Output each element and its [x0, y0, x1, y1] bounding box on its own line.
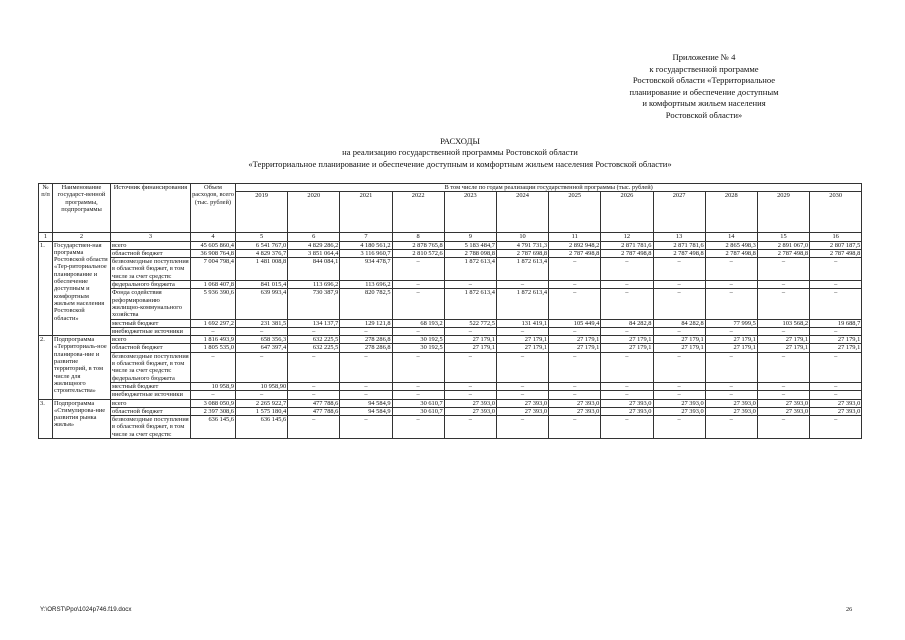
appendix-line: планирование и обеспечение доступным [629, 86, 779, 97]
year-value: 2 787 498,8 [653, 249, 705, 257]
year-value: – [392, 382, 444, 390]
year-value: – [549, 391, 601, 399]
year-value: – [757, 281, 809, 289]
year-value: 844 084,1 [288, 258, 340, 281]
year-value: 4 829 376,7 [236, 249, 288, 257]
year-value: 27 393,0 [549, 407, 601, 415]
table-row [39, 382, 862, 390]
year-value: – [601, 382, 653, 390]
column-index-cell: 15 [757, 233, 809, 241]
year-value: 730 387,9 [288, 289, 340, 319]
year-value: 4 180 561,2 [340, 241, 392, 249]
header-num: № п/п [39, 184, 53, 233]
year-value: 27 393,0 [601, 407, 653, 415]
year-value: – [444, 382, 496, 390]
year-value: – [757, 258, 809, 281]
header-year: 2019 [236, 192, 288, 233]
year-value: 4 791 731,3 [496, 241, 548, 249]
total-value: 3 088 050,9 [191, 399, 236, 407]
year-value: 2 810 572,6 [392, 249, 444, 257]
title-heading: РАСХОДЫ [440, 136, 480, 146]
year-value: – [757, 391, 809, 399]
year-value: 27 179,1 [757, 344, 809, 352]
year-value: 27 393,0 [601, 399, 653, 407]
year-value: – [705, 289, 757, 319]
column-index-cell: 11 [549, 233, 601, 241]
year-value: – [653, 289, 705, 319]
year-value: – [653, 416, 705, 439]
year-value: – [601, 289, 653, 319]
year-value: – [810, 327, 862, 335]
header-total: Объем расходов, всего (тыс. рублей) [191, 184, 236, 233]
year-value: – [757, 289, 809, 319]
funding-source: местный бюджет [111, 319, 191, 327]
header-year: 2028 [705, 192, 757, 233]
year-value: – [705, 416, 757, 439]
year-value: – [757, 327, 809, 335]
column-index-cell: 10 [496, 233, 548, 241]
year-value: 4 829 286,2 [288, 241, 340, 249]
funding-source: областной бюджет [111, 249, 191, 257]
table-row [39, 258, 862, 281]
year-value: 278 286,8 [340, 336, 392, 344]
year-value: 27 393,0 [653, 399, 705, 407]
year-value: – [496, 327, 548, 335]
header-years-group: В том числе по годам реализации государственной программы (тыс. рублей) [236, 184, 862, 192]
year-value: 27 179,1 [601, 344, 653, 352]
year-value: – [653, 352, 705, 382]
year-value: – [653, 258, 705, 281]
column-index-cell: 3 [111, 233, 191, 241]
year-value: 113 696,2 [340, 281, 392, 289]
year-value: – [549, 382, 601, 390]
year-value: – [392, 416, 444, 439]
year-value: 278 286,8 [340, 344, 392, 352]
year-value: 27 393,0 [705, 399, 757, 407]
year-value: – [496, 382, 548, 390]
funding-source: федерального бюджета [111, 281, 191, 289]
year-value: – [601, 416, 653, 439]
year-value: – [236, 327, 288, 335]
year-value: 820 782,5 [340, 289, 392, 319]
year-value: – [601, 391, 653, 399]
total-value: 10 958,9 [191, 382, 236, 390]
year-value: 105 449,4 [549, 319, 601, 327]
year-value: – [340, 382, 392, 390]
year-value: – [601, 327, 653, 335]
total-value: 5 936 390,6 [191, 289, 236, 319]
year-value: – [496, 391, 548, 399]
table-row [39, 319, 862, 327]
year-value: 636 145,6 [236, 416, 288, 439]
year-value: – [757, 416, 809, 439]
year-value: 27 393,0 [496, 399, 548, 407]
year-value: 658 356,3 [236, 336, 288, 344]
year-value: 27 393,0 [757, 399, 809, 407]
year-value: 6 541 767,0 [236, 241, 288, 249]
year-value: 2 878 765,8 [392, 241, 444, 249]
year-value: 477 788,6 [288, 407, 340, 415]
year-value: 77 999,5 [705, 319, 757, 327]
year-value: 94 584,9 [340, 399, 392, 407]
year-value: 2 787 498,8 [601, 249, 653, 257]
year-value: – [340, 391, 392, 399]
year-value: 2 865 498,3 [705, 241, 757, 249]
year-value: – [705, 382, 757, 390]
year-value: 10 958,90 [236, 382, 288, 390]
year-value: 1 872 613,4 [444, 289, 496, 319]
section-number: 1. [39, 241, 53, 336]
year-value: 2 807 187,5 [810, 241, 862, 249]
year-value: – [340, 327, 392, 335]
column-index-cell: 8 [392, 233, 444, 241]
year-value: 2 787 498,8 [757, 249, 809, 257]
year-value: – [705, 391, 757, 399]
total-value: 1 816 493,9 [191, 336, 236, 344]
year-value: – [601, 281, 653, 289]
total-value: 636 145,6 [191, 416, 236, 439]
year-value: – [549, 281, 601, 289]
year-value: – [810, 416, 862, 439]
header-year: 2026 [601, 192, 653, 233]
funding-source: внебюджетные источники [111, 327, 191, 335]
total-value: 1 068 407,8 [191, 281, 236, 289]
section-name: Подпрограмма «Стимулирова-ние развития рынка жилья» [53, 399, 111, 438]
year-value: – [601, 258, 653, 281]
year-value: 30 610,7 [392, 399, 444, 407]
table-row [39, 289, 862, 319]
year-value: – [236, 391, 288, 399]
year-value: – [810, 289, 862, 319]
appendix-line: и комфортным жильем населения [642, 98, 766, 109]
year-value: – [236, 352, 288, 382]
year-value: – [549, 416, 601, 439]
year-value: – [444, 391, 496, 399]
year-value: – [653, 391, 705, 399]
column-index-cell: 16 [810, 233, 862, 241]
section-name: Государствен-ная программа Ростовской области «Тер-риториальное планирование и обеспечение доступным и комфортным жильем населения Ростовской области» [53, 241, 111, 336]
table-row [39, 391, 862, 399]
header-year: 2030 [810, 192, 862, 233]
year-value: 639 993,4 [236, 289, 288, 319]
year-value: 5 183 484,7 [444, 241, 496, 249]
year-value: 113 696,2 [288, 281, 340, 289]
funding-source: всего [111, 241, 191, 249]
appendix-line: Ростовской области» [665, 109, 743, 120]
year-value: 2 871 781,6 [653, 241, 705, 249]
funding-source: Фонда содействия реформированию жилищно-коммунального хозяйства [111, 289, 191, 319]
year-value: 2 787 498,8 [549, 249, 601, 257]
year-value: 30 192,5 [392, 336, 444, 344]
year-value: 103 568,2 [757, 319, 809, 327]
year-value: – [496, 352, 548, 382]
year-value: – [810, 258, 862, 281]
appendix-line: Ростовской области «Территориальное [632, 75, 776, 86]
year-value: – [392, 289, 444, 319]
year-value: – [705, 327, 757, 335]
header-year: 2023 [444, 192, 496, 233]
table-row [39, 399, 862, 407]
column-index-cell: 5 [236, 233, 288, 241]
total-value: 36 908 764,8 [191, 249, 236, 257]
header-source: Источник финансирования [111, 184, 191, 233]
title-subheading: на реализацию государственной программы Ростовской области [342, 147, 578, 158]
year-value: – [496, 416, 548, 439]
year-value: 27 393,0 [705, 407, 757, 415]
section-number: 2. [39, 336, 53, 399]
year-value: – [392, 391, 444, 399]
year-value: 129 121,8 [340, 319, 392, 327]
year-value: – [705, 281, 757, 289]
year-value: 27 393,0 [496, 407, 548, 415]
funding-source: всего [111, 399, 191, 407]
year-value: – [653, 382, 705, 390]
table-row [39, 344, 862, 352]
total-value: 7 004 798,4 [191, 258, 236, 281]
year-value: – [810, 391, 862, 399]
year-value: – [444, 352, 496, 382]
year-value: – [340, 416, 392, 439]
table-row [39, 336, 862, 344]
column-index-cell: 2 [53, 233, 111, 241]
year-value: – [288, 352, 340, 382]
year-value: 27 179,1 [549, 344, 601, 352]
year-value: 27 179,1 [810, 336, 862, 344]
year-value: 647 397,4 [236, 344, 288, 352]
year-value: 2 891 067,0 [757, 241, 809, 249]
table-row [39, 352, 862, 382]
year-value: – [601, 352, 653, 382]
year-value: – [288, 416, 340, 439]
header-year: 2021 [340, 192, 392, 233]
column-index-cell: 6 [288, 233, 340, 241]
year-value: 27 393,0 [757, 407, 809, 415]
total-value: 1 805 535,0 [191, 344, 236, 352]
year-value: 27 179,1 [757, 336, 809, 344]
column-index-cell: 7 [340, 233, 392, 241]
header-year: 2024 [496, 192, 548, 233]
header-year: 2020 [288, 192, 340, 233]
table-row [39, 241, 862, 249]
year-value: – [392, 327, 444, 335]
year-value: – [653, 281, 705, 289]
year-value: – [810, 352, 862, 382]
document-title [150, 136, 770, 170]
year-value: – [653, 327, 705, 335]
year-value: 27 179,1 [496, 344, 548, 352]
year-value: 1 872 613,4 [444, 258, 496, 281]
year-value: 841 015,4 [236, 281, 288, 289]
year-value: 2 788 098,8 [444, 249, 496, 257]
year-value: – [705, 258, 757, 281]
year-value: 94 584,9 [340, 407, 392, 415]
year-value: – [340, 352, 392, 382]
column-index-cell: 9 [444, 233, 496, 241]
year-value: 27 179,1 [653, 336, 705, 344]
total-value: – [191, 327, 236, 335]
year-value: 934 478,7 [340, 258, 392, 281]
year-value: 27 179,1 [496, 336, 548, 344]
year-value: 68 193,2 [392, 319, 444, 327]
year-value: 1 872 613,4 [496, 258, 548, 281]
year-value: – [444, 327, 496, 335]
year-value: – [288, 382, 340, 390]
year-value: 1 575 180,4 [236, 407, 288, 415]
funding-source: областной бюджет [111, 344, 191, 352]
year-value: 27 393,0 [653, 407, 705, 415]
table-row [39, 416, 862, 439]
year-value: – [392, 258, 444, 281]
funding-source: безвозмездные поступления в областной бюджет, в том числе за счет средств: [112, 258, 189, 280]
header-year: 2027 [653, 192, 705, 233]
year-value: 27 393,0 [810, 399, 862, 407]
year-value: 27 179,1 [705, 336, 757, 344]
year-value: – [757, 382, 809, 390]
year-value: 3 116 960,7 [340, 249, 392, 257]
table-row [39, 327, 862, 335]
column-index-cell: 1 [39, 233, 53, 241]
total-value: 2 397 308,6 [191, 407, 236, 415]
appendix-note [579, 52, 829, 122]
column-index-row [39, 233, 862, 241]
year-value: 632 225,5 [288, 344, 340, 352]
total-value: 1 692 297,2 [191, 319, 236, 327]
year-value: 27 179,1 [444, 344, 496, 352]
footer-file-path: Y:\ORST\Ppo\1024p746.f19.docx [40, 606, 132, 613]
column-index-cell: 4 [191, 233, 236, 241]
year-value: 522 772,5 [444, 319, 496, 327]
section-name: Подпрограмма «Территориаль-ное планирова-ние и развитие территорий, в том числе для жилищного строительства» [53, 336, 111, 399]
year-value: 19 688,7 [810, 319, 862, 327]
year-value: 84 282,8 [601, 319, 653, 327]
year-value: 27 393,0 [549, 399, 601, 407]
year-value: – [705, 352, 757, 382]
year-value: – [392, 352, 444, 382]
year-value: 632 225,5 [288, 336, 340, 344]
year-value: 2 892 948,2 [549, 241, 601, 249]
funding-source: безвозмездные поступления в областной бюджет, в том числе за счет средств: федерального бюджета [112, 352, 189, 382]
year-value: 2 871 781,6 [601, 241, 653, 249]
year-value: – [392, 281, 444, 289]
year-value: 477 788,6 [288, 399, 340, 407]
appendix-line: к государственной программе [649, 63, 759, 74]
year-value: – [549, 289, 601, 319]
section-number: 3. [39, 399, 53, 438]
total-value: 45 605 860,4 [191, 241, 236, 249]
year-value: 27 393,0 [444, 399, 496, 407]
year-value: 27 179,1 [444, 336, 496, 344]
year-value: 27 179,1 [810, 344, 862, 352]
column-index-cell: 12 [601, 233, 653, 241]
expenses-table [38, 183, 862, 439]
funding-source: внебюджетные источники [111, 391, 191, 399]
column-index-cell: 14 [705, 233, 757, 241]
year-value: 2 787 498,8 [705, 249, 757, 257]
year-value: 27 393,0 [810, 407, 862, 415]
year-value: 2 265 922,7 [236, 399, 288, 407]
year-value: 3 851 064,4 [288, 249, 340, 257]
title-program-name: «Территориальное планирование и обеспечение доступным и комфортным жильем населения Ростовской области» [248, 158, 672, 169]
year-value: 84 282,8 [653, 319, 705, 327]
year-value: 27 179,1 [549, 336, 601, 344]
year-value: – [810, 382, 862, 390]
column-index-cell: 13 [653, 233, 705, 241]
year-value: 231 381,5 [236, 319, 288, 327]
year-value: – [810, 281, 862, 289]
year-value: – [444, 416, 496, 439]
year-value: 2 787 498,8 [810, 249, 862, 257]
year-value: – [549, 258, 601, 281]
year-value: 131 419,1 [496, 319, 548, 327]
year-value: 27 179,1 [653, 344, 705, 352]
header-name: Наименование государст-венной программы, подпрограммы [53, 184, 111, 233]
header-year: 2022 [392, 192, 444, 233]
year-value: 30 192,5 [392, 344, 444, 352]
year-value: – [288, 391, 340, 399]
total-value: – [191, 391, 236, 399]
funding-source: безвозмездные поступления в областной бюджет, в том числе за счет средств: [112, 416, 189, 438]
year-value: 27 179,1 [601, 336, 653, 344]
funding-source: областной бюджет [111, 407, 191, 415]
year-value: 2 787 698,8 [496, 249, 548, 257]
table-row [39, 281, 862, 289]
year-value: – [288, 327, 340, 335]
funding-source: местный бюджет [111, 382, 191, 390]
funding-source: всего [111, 336, 191, 344]
year-value: 30 610,7 [392, 407, 444, 415]
year-value: – [549, 327, 601, 335]
total-value: – [191, 352, 236, 382]
year-value: 1 872 613,4 [496, 289, 548, 319]
year-value: – [549, 352, 601, 382]
header-year: 2029 [757, 192, 809, 233]
year-value: 1 481 008,8 [236, 258, 288, 281]
year-value: – [444, 281, 496, 289]
year-value: 27 393,0 [444, 407, 496, 415]
header-year: 2025 [549, 192, 601, 233]
table-row [39, 407, 862, 415]
year-value: – [757, 352, 809, 382]
table-row [39, 249, 862, 257]
page-number: 26 [846, 606, 853, 613]
year-value: 27 179,1 [705, 344, 757, 352]
year-value: 134 137,7 [288, 319, 340, 327]
year-value: – [496, 281, 548, 289]
appendix-line: Приложение № 4 [672, 52, 736, 62]
